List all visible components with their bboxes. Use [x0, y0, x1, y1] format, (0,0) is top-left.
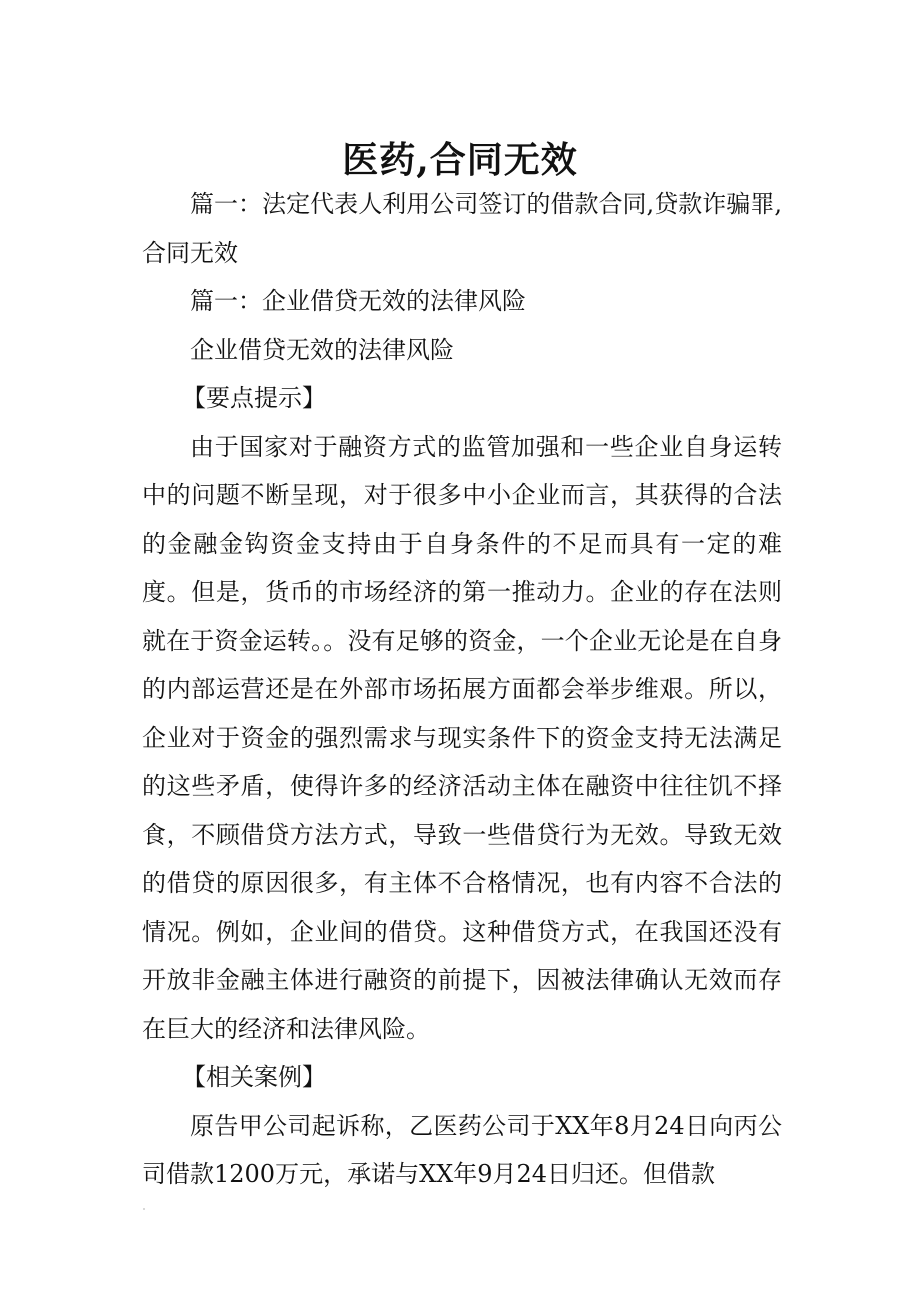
case-paragraph: 原告甲公司起诉称，乙医药公司于XX年8月24日向丙公司借款1200万元，承诺与XX年9月24日归还。但借款 — [142, 1111, 782, 1188]
section-heading-paragraph: 篇一：法定代表人利用公司签订的借款合同,贷款诈骗罪,合同无效 — [142, 190, 782, 267]
page-speck — [143, 1208, 145, 1210]
document-body — [142, 180, 782, 1199]
document-title: 医药,合同无效 — [342, 139, 578, 182]
key-points-paragraph: 由于国家对于融资方式的监管加强和一些企业自身运转中的问题不断呈现，对于很多中小企业而言，其获得的合法的金融金钩资金支持由于自身条件的不足而具有一定的难度。但是，货币的市场经济的第一推动力。企业的存在法则就在于资金运转。。没有足够的资金，一个企业无论是在自身的内部运营还是在外部市场拓展方面都会举步维艰。所以，企业对于资金的强烈需求与现实条件下的资金支持无法满足的这些矛盾，使得许多的经济活动主体在融资中往往饥不择食，不顾借贷方法方式，导致一些借贷行为无效。导致无效的借贷的原因很多，有主体不合格情况，也有内容不合法的情况。例如，企业间的借贷。这种借贷方式，在我国还没有开放非金融主体进行融资的前提下，因被法律确认无效而存在巨大的经济和法律风险。 — [142, 432, 782, 1043]
article-title-paragraph: 企业借贷无效的法律风险 — [190, 335, 454, 364]
subsection-heading-paragraph: 篇一：企业借贷无效的法律风险 — [190, 287, 526, 315]
key-points-heading: 【要点提示】 — [182, 384, 326, 412]
related-case-heading: 【相关案例】 — [182, 1063, 326, 1091]
